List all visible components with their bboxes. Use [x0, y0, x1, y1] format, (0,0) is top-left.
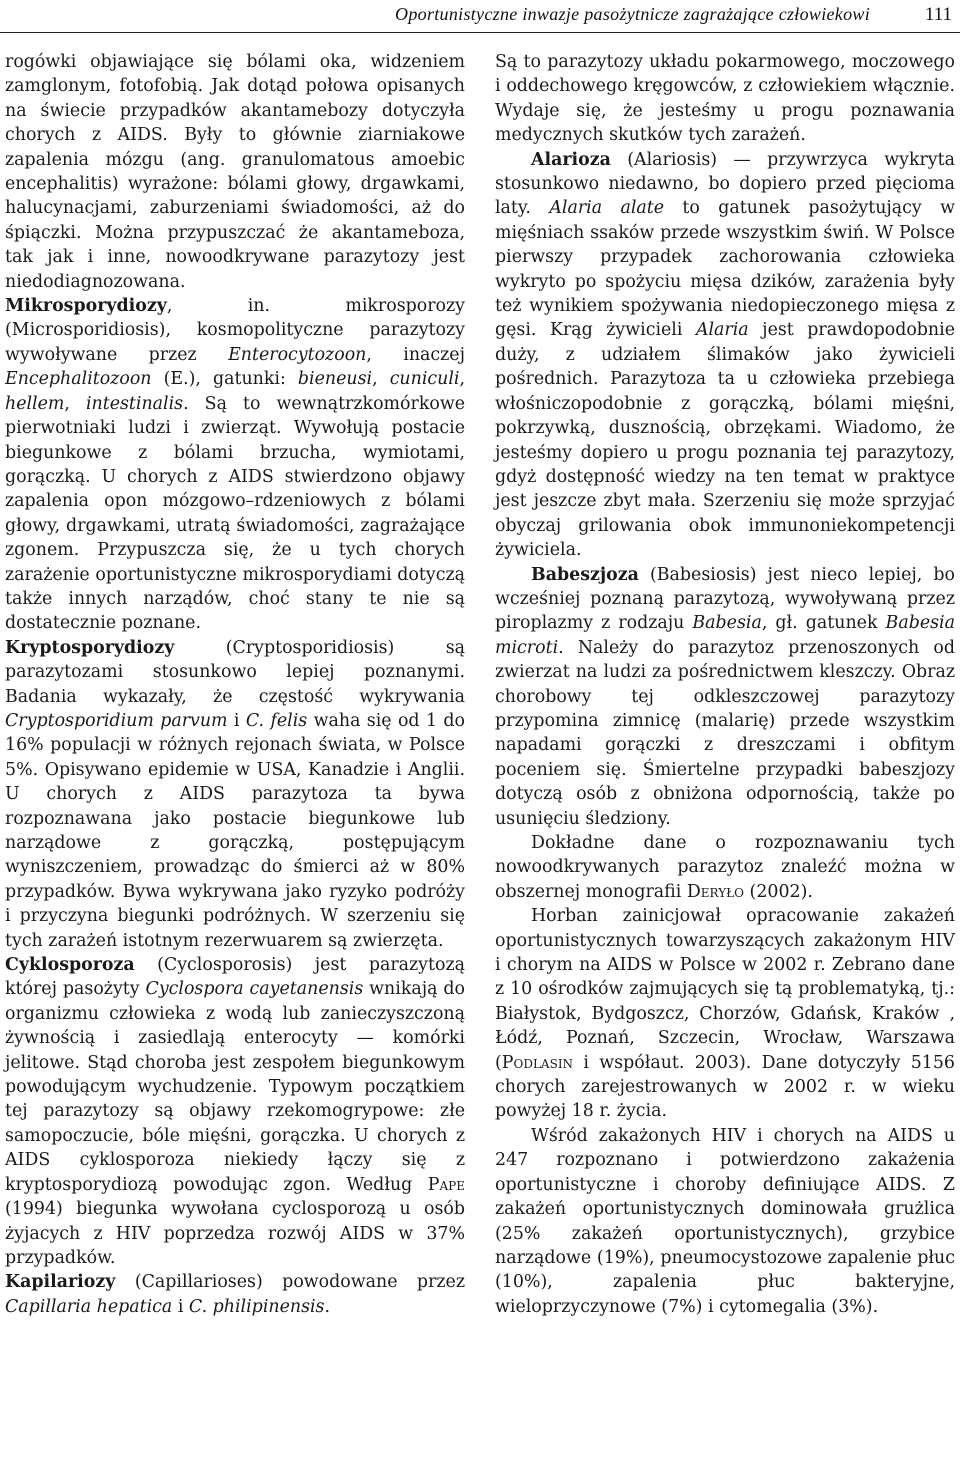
paragraph [495, 1124, 955, 1319]
latin-name: Enterocytozoon [228, 344, 367, 365]
latin-name: intestinalis [85, 393, 184, 414]
paragraph [495, 50, 955, 148]
text-run: Horban zainicjował opracowanie zakażeń oportunistycznych towarzyszących zakażonym HIV i chorym na AIDS w Polsce w 2002 r. Zebrano dane z 10 ośrodków zajmujących się tą problematyką, tj.: Białystok, Bydgoszcz, Chorzów, Gdańsk, Kraków , Łódź, Poznań, Szczecin, Wrocław, Warszawa ( [495, 906, 955, 1073]
text-run: (1994) biegunka wywołana cyclosporozą u osób żyjacych z HIV poprzedza rozwój AIDS w 37% przypadków. [5, 1199, 465, 1268]
text-run: i [172, 1296, 189, 1317]
text-run: (E.), gatunki: [151, 369, 298, 390]
latin-name: Cryptosporidium parvum [5, 710, 228, 731]
text-run: i współaut. 2003). Dane dotyczyły 5156 chorych zarejestrowanych w 2002 r. w wieku powyżej 18 r. życia. [495, 1052, 955, 1122]
text-run: Wśród zakażonych HIV i chorych na AIDS u 247 rozpoznano i potwierdzono zakażenia oportunistyczne i choroby definiujące AIDS. Z zakażeń oportunistycznych dominowała grużlica (25% zakażeń oportunistycznych), grzybice narządowe (19%), pneumocystozowe zapalenie płuc (10%), zapalenia płuc bakteryjne, wieloprzyczynowe (7%) i cytomegalia (3%). [495, 1125, 955, 1317]
text-run: , [372, 369, 390, 390]
running-title: Oportunistyczne inwazje pasożytnicze zagrażające człowiekowi [395, 4, 870, 24]
header-rule [0, 32, 960, 33]
paragraph [5, 1270, 465, 1319]
page-number: 111 [924, 4, 952, 25]
section-term: Alarioza [531, 149, 611, 170]
author-name: Podlasin [501, 1052, 574, 1073]
text-run: , gł. gatunek [761, 613, 886, 634]
paragraph [495, 904, 955, 1124]
text-run: , inaczej [366, 344, 465, 365]
text-run: to gatunek pasożytujący w mięśniach ssaków przede wszystkim świń. W Polsce pierwszy przypadek zachorowania człowieka wykryto po spożyciu mięsa dzików, zarażenia były też wynikiem spożywania niedopieczonego mięsa z gęsi. Krąg żywicieli [495, 198, 955, 341]
text-run: , in. mikrosporozy (Microsporidiosis), kosmopolityczne parazytozy wywoływane przez [5, 296, 465, 365]
text-run: . Są to wewnątrzkomórkowe pierwotniaki ludzi i zwierząt. Wywołują postacie biegunkowe z bólami brzucha, wymiotami, gorączką. U chorych z AIDS stwierdzono objawy zapalenia opon mózgowo–rdzeniowych z bólami głowy, drgawkami, utratą świadomości, zagrażające zgonem. Przypuszcza się, że u tych chorych zarażenie oportunistyczne mikrosporydiami dotyczą także innych narządów, choć stany te nie są dostatecznie poznane. [5, 393, 466, 634]
text-run: Dokładne dane o rozpoznawaniu tych nowoodkrywanych parazytoz znaleźć można w obszernej monografii [495, 833, 955, 902]
left-column [5, 50, 465, 1319]
latin-name: Alaria alate [549, 198, 665, 219]
text-run: (Capillarioses) powodowane przez [115, 1272, 465, 1293]
section-term: Mikrosporydiozy [5, 296, 167, 317]
latin-name: bieneusi [297, 369, 373, 390]
text-run: rogówki objawiające się bólami oka, widzeniem zamglonym, fotofobią. Jak dotąd połowa opisanych na świecie przypadków akantamebozy dotyczyła chorych z AIDS. Były to głównie ziarniakowe zapalenia mózgu (ang. granulomatous amoebic encephalitis) wyrażone: bólami głowy, drgawkami, halucynacjami, zaburzeniami świadomości, aż do śpiączki. Można przypuszczać że akantameboza, tak jak i inne, nowoodkrywane parazytozy jest niedodiagnozowana. [5, 52, 465, 292]
paragraph [495, 563, 955, 831]
latin-name: Babesia [692, 613, 762, 634]
latin-name: C. philipinensis [188, 1296, 325, 1317]
latin-name: Cyclospora cayetanensis [145, 979, 364, 1000]
text-run: waha się od 1 do 16% populacji w różnych rejonach świata, w Polsce 5%. Opisywano epidemie w USA, Kanadzie i Anglii. U chorych z AIDS parazytoza ta bywa rozpoznawana jako postacie biegunkowe lub narządowe z gorączką, postępującym wyniszczeniem, prowadząc do śmierci aż w 80% przypadków. Bywa wykrywana jako ryzyko podróży i przyczyna biegunki podróżnych. W szerzeniu się tych zarażeń istotnym rezerwuarem są zwierzęta. [5, 710, 465, 951]
latin-name: Babesia microti [495, 613, 955, 658]
author-name: Deryło [686, 881, 744, 902]
section-term: Kryptosporydiozy [5, 637, 175, 658]
latin-name: cuniculi [389, 369, 460, 390]
paragraph [5, 636, 465, 953]
paragraph [495, 148, 955, 563]
text-run: (Cyclosporosis) jest parazytozą której pasożyty [5, 955, 465, 1000]
text-run: Są to parazytozy układu pokarmowego, moczowego i oddechowego kręgowców, z człowiekiem włącznie. Wydaje się, że jesteśmy u progu poznawania medycznych skutków tych zarażeń. [495, 52, 955, 146]
right-column [495, 50, 955, 1319]
text-run: , [459, 369, 465, 390]
paragraph [5, 953, 465, 1270]
latin-name: hellem [5, 393, 65, 414]
text-run: (Cryptosporidiosis) są parazytozami stosunkowo lepiej poznanymi. Badania wykazały, że częstość wykrywania [5, 637, 465, 707]
text-run: i [227, 710, 246, 731]
author-name: Pape [427, 1174, 465, 1195]
latin-name: Alaria [695, 320, 749, 341]
paragraph [5, 294, 465, 636]
text-run: (2002). [744, 881, 813, 902]
paragraph [5, 50, 465, 294]
text-run: jest prawdopodobnie duży, z udziałem ślimaków jako żywicieli pośrednich. Parazytoza ta u człowieka przebiega włośniczopodobnie z gorączką, bólami mięśni, pokrzywką, dusznością, obrzękami. Wiadomo, że jesteśmy dopiero u progu poznania tej parazytozy, gdyż dostępność wiedzy na ten temat w praktyce jest jeszcze zbyt mała. Szerzeniu się może sprzyjać obyczaj grilowania obok immunoniekompetencji żywiciela. [495, 320, 955, 561]
running-header [0, 0, 960, 36]
paragraph [495, 831, 955, 904]
text-run: (Alariosis) — przywrzyca wykryta stosunkowo niedawno, bo dopiero przed pięcioma laty. [495, 149, 955, 219]
text-run: . Należy do parazytoz przenoszonych od zwierzat na ludzi za pośrednictwem kleszczy. Obraz chorobowy tej odkleszczowej parazytozy przypomina zimnicę (malarię) przede wszystkim napadami gorączki z dreszczami i obfitym poceniem się. Śmiertelne przypadki babeszjozy dotyczą osób z obniżona odpornością, także po usunięciu śledziony. [495, 637, 955, 829]
section-term: Cyklosporoza [5, 955, 135, 976]
text-run: . [324, 1296, 331, 1317]
latin-name: C. felis [245, 710, 308, 731]
text-run: , [64, 393, 86, 414]
section-term: Kapilariozy [5, 1272, 116, 1293]
latin-name: Capillaria hepatica [5, 1296, 173, 1317]
text-run: (Babesiosis) jest nieco lepiej, bo wcześniej poznaną parazytozą, wywoływaną przez piroplazmy z rodzaju [495, 564, 955, 634]
section-term: Babeszjoza [531, 564, 639, 585]
text-run: wnikają do organizmu człowieka z wodą lub zanieczyszczoną żywnością i zasiedlają enterocyty — komórki jelitowe. Stąd choroba jest zespołem biegunkowym powodującym wychudzenie. Typowym początkiem tej parazytozy są objawy rzekomogrypowe: złe samopoczucie, bóle mięśni, gorączka. U chorych z AIDS cyklosporoza niekiedy łączy się z kryptosporydiozą powodując zgon. Według [5, 979, 465, 1195]
latin-name: Encephalitozoon [5, 369, 152, 390]
